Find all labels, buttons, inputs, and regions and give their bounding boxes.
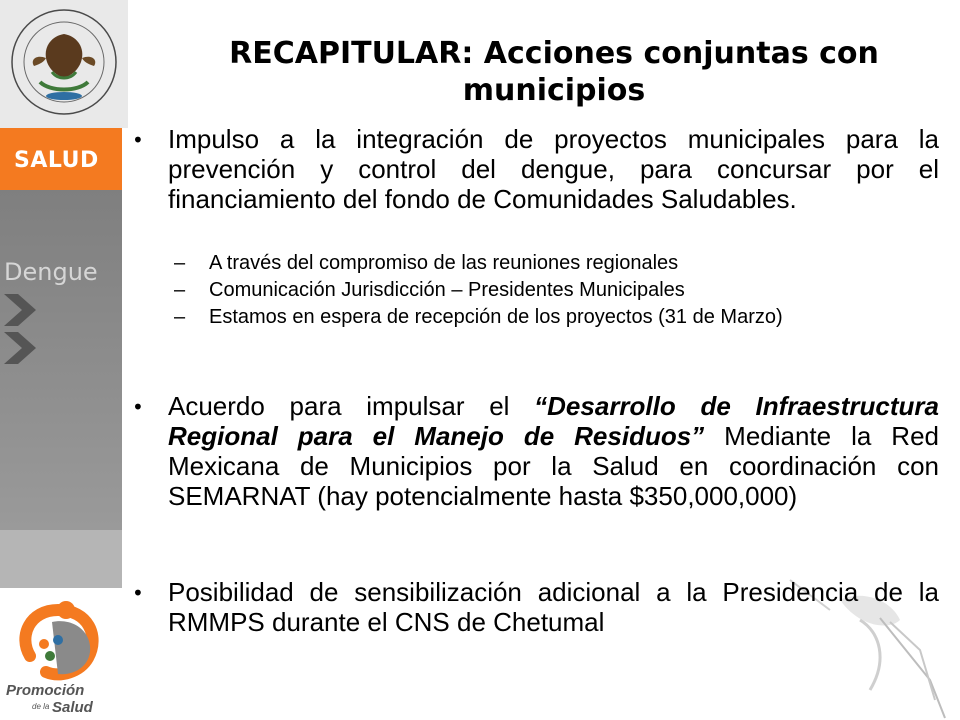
promo-logo-title: Promoción [6,682,85,699]
bullet-text-start: Acuerdo para impulsar el [168,391,535,421]
bullet-text [168,391,939,511]
bullet-dot: • [132,128,144,152]
sidebar [0,0,128,720]
slide-content [128,0,960,720]
sub-dash: – [174,279,186,301]
bullet-text: Posibilidad de sensibilización adicional a la Presidencia de la RMMPS durante el CNS de Chetumal [168,577,939,637]
sub-item-text: A través del compromiso de las reuniones regionales [209,252,679,274]
promo-logo-salud: Salud [52,699,93,716]
bullet-text-end: Mediante la Red Mexicana de Municipios por la Salud en coordinación con SEMARNAT (hay potencialmente hasta $350,000,000) [168,421,939,511]
gray-lower-panel [0,530,122,588]
slide-title: RECAPITULAR: Acciones conjuntas con municipios [229,36,879,108]
coat-of-arms-seal-icon [0,0,128,128]
bullet-dot: • [132,581,144,605]
sub-dash: – [174,306,186,328]
dengue-label: Dengue [4,258,98,286]
bullet-text: Impulso a la integración de proyectos municipales para la prevención y control del dengue, para concursar por el financiamiento del fondo de Comunidades Saludables. [168,124,939,214]
sub-item-text: Comunicación Jurisdicción – Presidentes Municipales [209,279,685,301]
promo-logo-connector: de la [32,702,50,711]
double-arrow-icon [0,286,60,386]
sub-dash: – [174,252,186,274]
bullet-emphasis: “Desarrollo de Infraestructura Regional para el Manejo de Residuos” [168,391,939,451]
sub-item-text: Estamos en espera de recepción de los proyectos (31 de Marzo) [209,306,783,328]
salud-label: SALUD [14,148,99,173]
bullet-dot: • [132,395,144,419]
